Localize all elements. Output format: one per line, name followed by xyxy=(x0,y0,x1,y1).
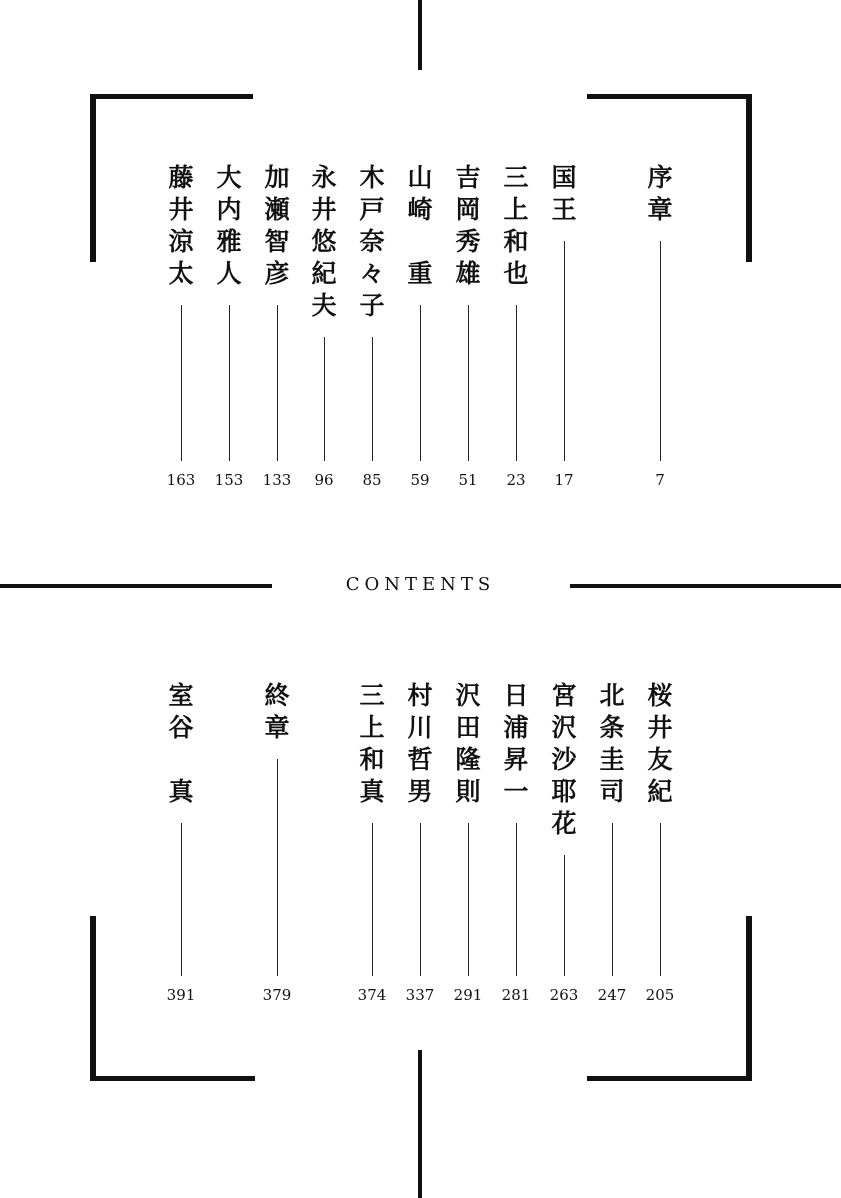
leader-line xyxy=(516,305,517,461)
frame-bottom-left-horizontal xyxy=(90,1076,255,1081)
leader-line xyxy=(277,759,278,976)
page-number: 291 xyxy=(453,986,483,1004)
leader-line xyxy=(516,823,517,976)
page-number: 379 xyxy=(262,986,292,1004)
frame-middle-right-line xyxy=(570,584,841,588)
page-number: 133 xyxy=(262,471,292,489)
frame-top-center-line xyxy=(418,0,422,70)
page-number: 247 xyxy=(597,986,627,1004)
leader-line xyxy=(229,305,230,461)
chapter-title: 藤 井 涼 太 xyxy=(168,163,194,288)
chapter-title: 三 上 和 也 xyxy=(503,163,529,288)
chapter-title: 村 川 哲 男 xyxy=(407,681,433,806)
page-number: 23 xyxy=(506,471,526,489)
frame-top-right-vertical xyxy=(746,94,752,262)
page-number: 205 xyxy=(645,986,675,1004)
frame-bottom-right-horizontal xyxy=(587,1076,752,1081)
frame-middle-left-line xyxy=(0,584,272,588)
leader-line xyxy=(181,823,182,976)
leader-line xyxy=(181,305,182,461)
leader-line xyxy=(372,337,373,461)
page-number: 163 xyxy=(166,471,196,489)
leader-line xyxy=(564,241,565,461)
leader-line xyxy=(612,823,613,976)
frame-top-left-horizontal xyxy=(90,94,253,99)
chapter-title: 加 瀬 智 彦 xyxy=(264,163,290,288)
page-number: 85 xyxy=(362,471,382,489)
chapter-title: 吉 岡 秀 雄 xyxy=(455,163,481,288)
chapter-title: 沢 田 隆 則 xyxy=(455,681,481,806)
page-number: 263 xyxy=(549,986,579,1004)
leader-line xyxy=(660,241,661,461)
frame-top-left-vertical xyxy=(90,94,96,262)
page-number: 96 xyxy=(314,471,334,489)
chapter-title: 永 井 悠 紀 夫 xyxy=(311,163,337,320)
page-number: 51 xyxy=(458,471,478,489)
leader-line xyxy=(468,823,469,976)
leader-line xyxy=(420,305,421,461)
frame-top-right-horizontal xyxy=(587,94,752,99)
page-number: 17 xyxy=(554,471,574,489)
page-number: 59 xyxy=(410,471,430,489)
chapter-title: 北 条 圭 司 xyxy=(599,681,625,806)
chapter-title: 宮 沢 沙 耶 花 xyxy=(551,681,577,838)
chapter-title: 室 谷 真 xyxy=(168,681,194,806)
chapter-title: 序 章 xyxy=(647,163,673,224)
leader-line xyxy=(468,305,469,461)
chapter-title: 国 王 xyxy=(551,163,577,224)
page-number: 7 xyxy=(655,471,665,489)
leader-line xyxy=(564,855,565,976)
chapter-title: 日 浦 昇 一 xyxy=(503,681,529,806)
leader-line xyxy=(372,823,373,976)
chapter-title: 桜 井 友 紀 xyxy=(647,681,673,806)
chapter-title: 大 内 雅 人 xyxy=(216,163,242,288)
contents-heading: CONTENTS xyxy=(345,574,496,595)
chapter-title: 三 上 和 真 xyxy=(359,681,385,806)
chapter-title: 終 章 xyxy=(264,681,290,742)
page-number: 281 xyxy=(501,986,531,1004)
page-number: 153 xyxy=(214,471,244,489)
page-number: 391 xyxy=(166,986,196,1004)
leader-line xyxy=(277,305,278,461)
chapter-title: 木 戸 奈 々 子 xyxy=(359,163,385,320)
leader-line xyxy=(420,823,421,976)
frame-bottom-left-vertical xyxy=(90,916,96,1081)
page-number: 337 xyxy=(405,986,435,1004)
leader-line xyxy=(660,823,661,976)
chapter-title: 山 崎 重 xyxy=(407,163,433,288)
frame-bottom-right-vertical xyxy=(746,916,752,1081)
leader-line xyxy=(324,337,325,461)
page-number: 374 xyxy=(357,986,387,1004)
frame-bottom-center-line xyxy=(418,1050,422,1198)
